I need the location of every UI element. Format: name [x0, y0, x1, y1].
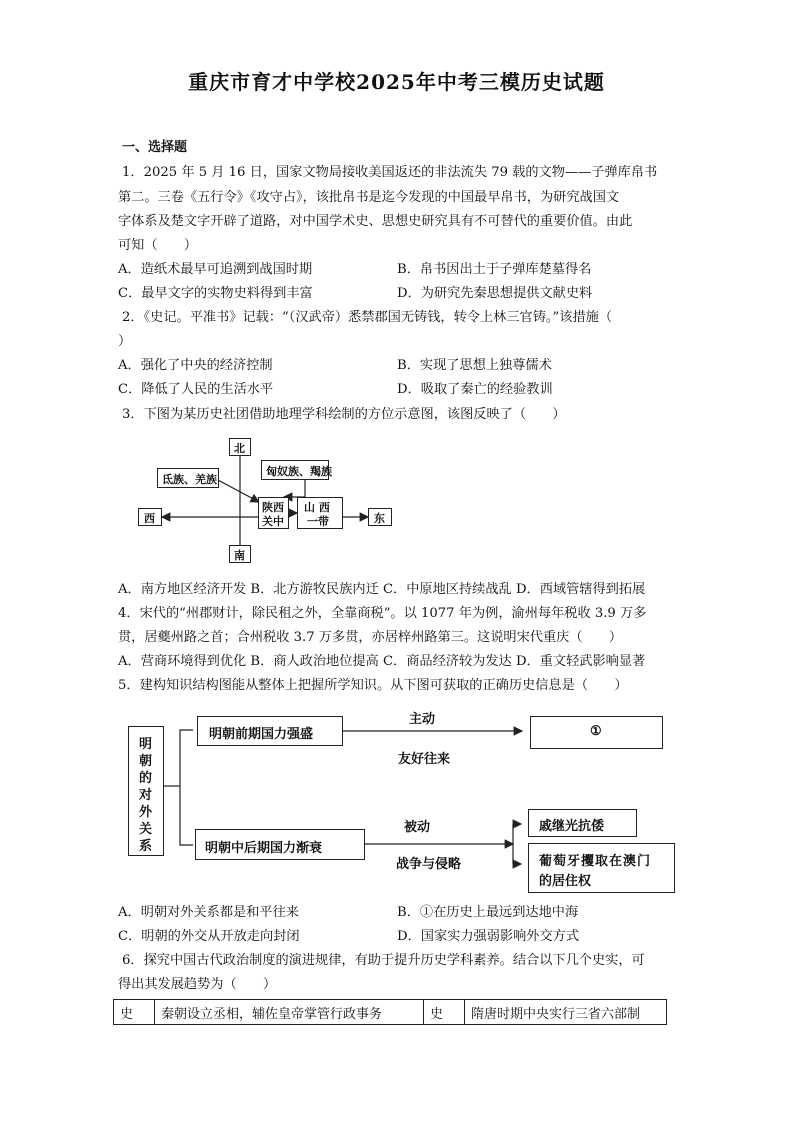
q1-option-d: D．为研究先秦思想提供文献史料: [397, 286, 593, 301]
q6-line-2: 得出其发展趋势为（ ）: [118, 977, 277, 992]
qi-jiguang-box: 戚继光抗倭: [528, 809, 637, 837]
q2-line-1: 2．《史记。平准书》记载：“（汉武帝）悉禁郡国无铸钱，转令上林三官铸。”该措施（: [122, 310, 613, 325]
tribes-di-qiang: 氐族、羌族: [157, 468, 219, 488]
q3-options: A．南方地区经济开发 B．北方游牧民族内迁 C．中原地区持续战乱 D．西域管辖得到拓展: [118, 582, 646, 597]
tribes-xiongnu-jie: 匈奴族、羯族: [261, 460, 329, 480]
late-ming-box: 明朝中后期国力渐衰: [195, 829, 365, 860]
q2-option-a: A．强化了中央的经济控制: [118, 358, 273, 373]
result-circle-1-box: ①: [530, 716, 663, 749]
table-cell: 史: [424, 1000, 465, 1025]
ming-foreign-relations-box: 明 朝 的 对 外 关 系: [128, 726, 164, 856]
q2-option-d: D．吸取了秦亡的经验教训: [397, 382, 553, 397]
direction-south: 南: [229, 545, 251, 563]
q5-option-c: C．明朝的外交从开放走向封闭: [118, 929, 300, 944]
q4-options: A．营商环境得到优化 B．商人政治地位提高 C．商品经济较为发达 D．重文轻武影响显著: [118, 654, 646, 669]
label-friendly: 友好往来: [398, 752, 451, 767]
q1-line-1: 1．2025 年 5 月 16 日，国家文物局接收美国返还的非法流失 79 载的文物——子弹库帛书: [122, 165, 658, 180]
q4-line-2: 贯，居夔州路之首；合州税收 3.7 万多贯，亦居梓州路第三。这说明宋代重庆（ ）: [118, 630, 623, 645]
q4-line-1: 4．宋代的“州郡财计，除民租之外，全靠商税”。以 1077 年为例，渝州每年税收 3.9 万多: [118, 606, 647, 621]
label-war: 战争与侵略: [396, 857, 462, 872]
q5-stem: 5．建构知识结构图能从整体上把握所学知识。从下图可获取的正确历史信息是（ ）: [118, 678, 628, 693]
early-ming-box: 明朝前期国力强盛: [197, 716, 343, 746]
q5-option-b: B．①在历史上最远到达地中海: [397, 905, 579, 920]
q1-line-4: 可知（ ）: [118, 238, 198, 253]
label-passive: 被动: [404, 820, 431, 835]
q1-option-c: C．最早文字的实物史料得到丰富: [118, 286, 313, 301]
region-shanxi: 山 西 一带: [297, 497, 343, 529]
q2-option-c: C．降低了人民的生活水平: [118, 382, 274, 397]
page-title: 重庆市育才中学校2025年中考三模历史试题: [188, 70, 605, 94]
q6-line-1: 6．探究中国古代政治制度的演进规律，有助于提升历史学科素养。结合以下几个史实，可: [122, 953, 645, 968]
label-active: 主动: [409, 712, 436, 727]
q2-line-2: ）: [118, 334, 132, 349]
direction-east: 东: [368, 508, 392, 526]
region-shaanxi-guanzhong: 陕西 关中: [258, 497, 289, 529]
q1-line-3: 字体系及楚文字开辟了道路，对中国学术史、思想史研究具有不可替代的重要价值。由此: [118, 214, 633, 229]
table-cell: 史: [114, 1000, 155, 1025]
q5-option-a: A．明朝对外关系都是和平往来: [118, 905, 299, 920]
q1-option-a: A．造纸术最早可追溯到战国时期: [118, 262, 313, 277]
table-row: [114, 1000, 667, 1025]
q5-option-d: D．国家实力强弱影响外交方式: [397, 929, 580, 944]
table-cell: 隋唐时期中央实行三省六部制: [465, 1000, 667, 1025]
direction-north: 北: [229, 438, 251, 456]
portugal-macau-box: 葡萄牙攫取在澳门 的居住权: [528, 843, 675, 893]
q2-option-b: B．实现了思想上独尊儒术: [397, 358, 552, 373]
q1-option-b: B．帛书因出土于子弹库楚墓得名: [397, 262, 592, 277]
section-heading: 一、选择题: [122, 140, 188, 155]
table-cell: 秦朝设立丞相，辅佐皇帝掌管行政事务: [155, 1000, 424, 1025]
q3-stem: 3．下图为某历史社团借助地理学科绘制的方位示意图，该图反映了（ ）: [122, 407, 566, 422]
direction-west: 西: [138, 508, 162, 526]
q6-history-table: [113, 999, 667, 1025]
q1-line-2: 第二。三卷《五行令》《攻守占》，该批帛书是迄今发现的中国最早帛书，为研究战国文: [118, 190, 620, 205]
